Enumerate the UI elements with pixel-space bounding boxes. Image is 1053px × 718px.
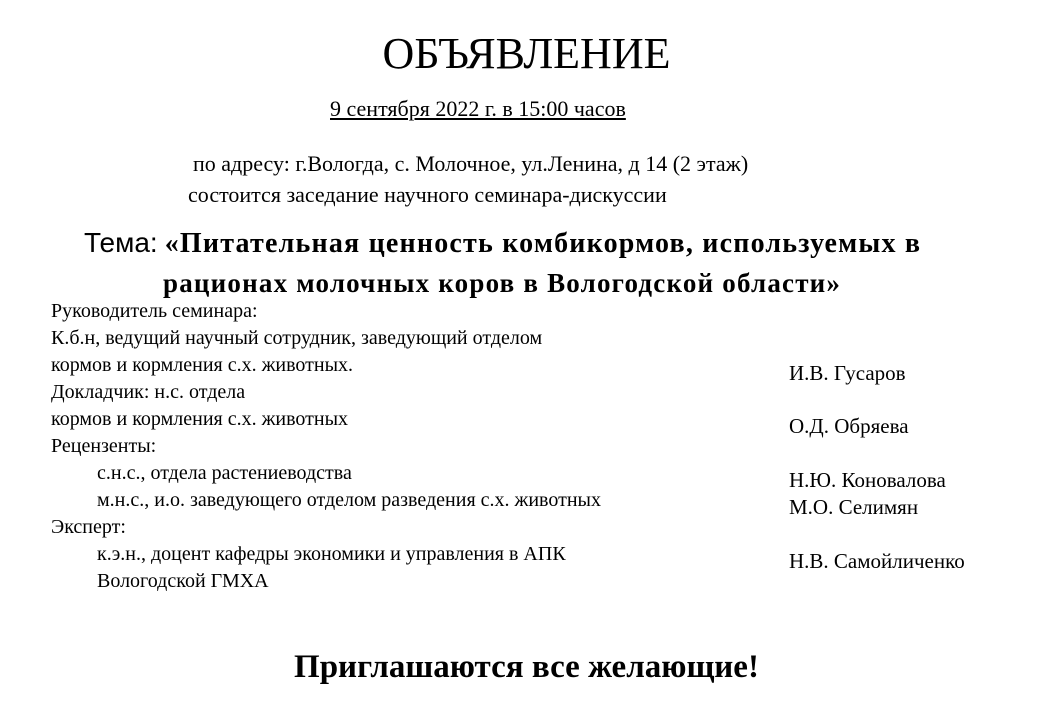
reviewer-1-description: с.н.с., отдела растениеводства <box>97 462 352 484</box>
reviewer-1-name: Н.Ю. Коновалова <box>789 468 946 492</box>
leader-description-2: кормов и кормления с.х. животных. <box>51 354 354 376</box>
speaker-description-1: Докладчик: н.с. отдела <box>51 381 246 403</box>
leader-description-1: К.б.н, ведущий научный сотрудник, заведующий отделом <box>51 327 543 349</box>
announcement-title: ОБЪЯВЛЕНИЕ <box>382 29 671 78</box>
topic-title-part-1: «Питательная ценность комбикормов, используемых в <box>164 228 922 259</box>
leader-heading: Руководитель семинара: <box>51 300 258 322</box>
leader-name: И.В. Гусаров <box>789 361 906 385</box>
expert-name: Н.В. Самойличенко <box>789 549 965 573</box>
topic-line-1 <box>84 224 921 263</box>
event-description: состоится заседание научного семинара-дискуссии <box>188 182 667 207</box>
reviewers-heading: Рецензенты: <box>51 435 157 457</box>
topic-label: Тема: <box>84 227 158 258</box>
reviewer-2-name: М.О. Селимян <box>789 495 919 519</box>
speaker-description-2: кормов и кормления с.х. животных <box>51 408 349 430</box>
invitation-text: Приглашаются все желающие! <box>294 649 759 685</box>
expert-heading: Эксперт: <box>51 516 126 538</box>
event-date: 9 сентября 2022 г. в 15:00 часов <box>330 96 626 121</box>
event-address: по адресу: г.Вологда, с. Молочное, ул.Ленина, д 14 (2 этаж) <box>193 151 749 176</box>
reviewer-2-description: м.н.с., и.о. заведующего отделом разведения с.х. животных <box>97 489 601 511</box>
speaker-name: О.Д. Обряева <box>789 414 909 438</box>
topic-title-part-2: рационах молочных коров в Вологодской области» <box>163 268 842 298</box>
expert-description-2: Вологодской ГМХА <box>97 570 269 592</box>
expert-description-1: к.э.н., доцент кафедры экономики и управления в АПК <box>97 543 566 565</box>
